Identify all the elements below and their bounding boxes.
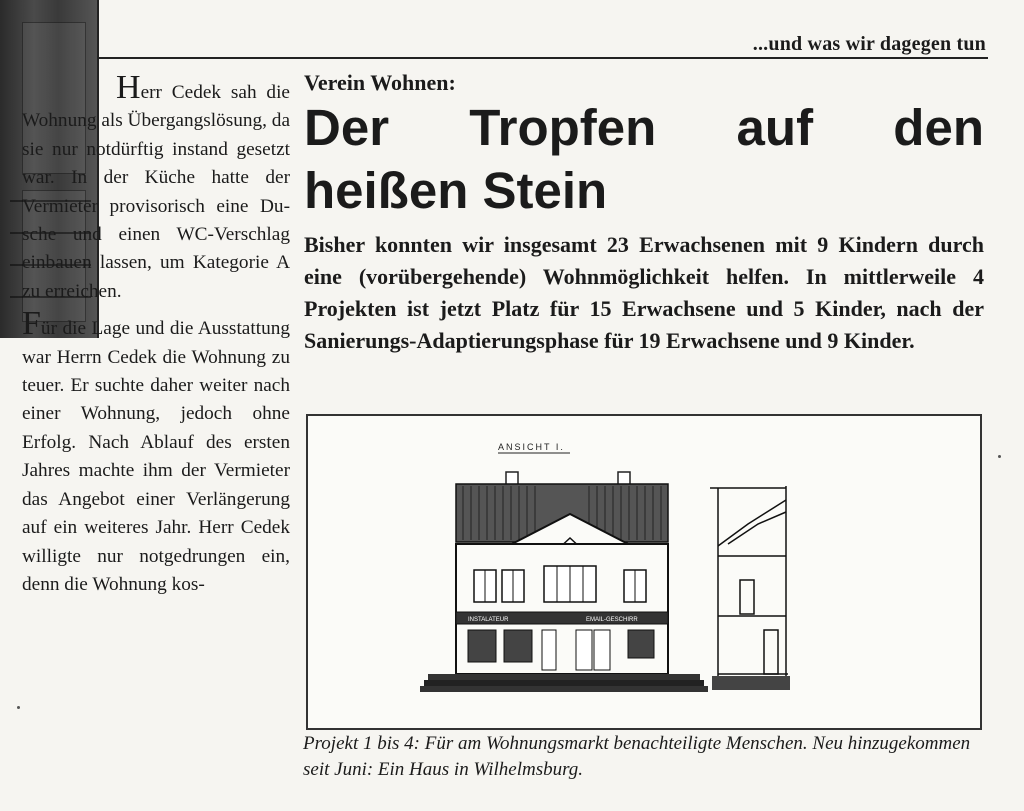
drop-cap-f: F [22, 305, 41, 343]
headline-word-4: den [893, 99, 984, 156]
speck [998, 455, 1001, 458]
drop-cap-h: H [116, 69, 141, 106]
building-drawing-frame [306, 414, 982, 730]
left-column [22, 69, 290, 607]
headline-line-2: heißen Stein [304, 162, 608, 219]
headline-word-3: auf [736, 99, 814, 156]
paragraph-2 [22, 305, 290, 599]
drawing-label: ANSICHT I. [498, 442, 565, 452]
article-lead: Bisher konnten wir insgesamt 23 Erwachsenen mit 9 Kindern durch eine (vorübergehende) Wohnmöglichkeit helfen. In mittlerweile 4 Projekten ist jetzt Platz für 15 Erwachsene und 5 Kinder, nach der Sanierungs-Adaptierungsphase für 19 Erwachsene und 9 Kinder. [304, 232, 984, 353]
section-title: ...und was wir dagegen tun [752, 33, 986, 55]
speck [17, 706, 20, 709]
headline-word-1: Der [304, 99, 390, 156]
paragraph-1 [22, 69, 290, 306]
article-kicker: Verein Wohnen: [304, 70, 456, 95]
header-rule [99, 57, 988, 59]
headline-word-2: Tropfen [469, 99, 657, 156]
shop-sign-left: INSTALATEUR [468, 617, 509, 623]
shop-sign-right: EMAIL-GESCHIRR [586, 617, 638, 623]
building-elevation-drawing [308, 416, 980, 728]
paragraph-1-text: err Cedek sah die Wohnung als Übergangslösung, da sie nur notdürftig instand gesetzt war. In der Küche hatte der Vermieter provisorisch eine Dusche und einen WC-Verschlag einbauen lassen, um Kategorie A zu erreichen. [22, 82, 290, 302]
figure-caption: Projekt 1 bis 4: Für am Wohnungsmarkt benachteiligte Menschen. Neu hinzugekommen seit Juni: Ein Haus in Wilhelmsburg. [303, 733, 971, 780]
paragraph-2-text: ür die Lage und die Ausstattung war Herrn Cedek die Wohnung zu teuer. Er suchte daher weiter nach einer Wohnung, jedoch ohne Erfolg. Nach Ablauf des ersten Jahres machte ihm der Vermieter das Angebot einer Verlängerung auf ein weiteres Jahr. Herr Cedek willigte nur notgedrungen ein, denn die Wohnung kos- [22, 318, 290, 595]
article-headline [304, 96, 984, 222]
